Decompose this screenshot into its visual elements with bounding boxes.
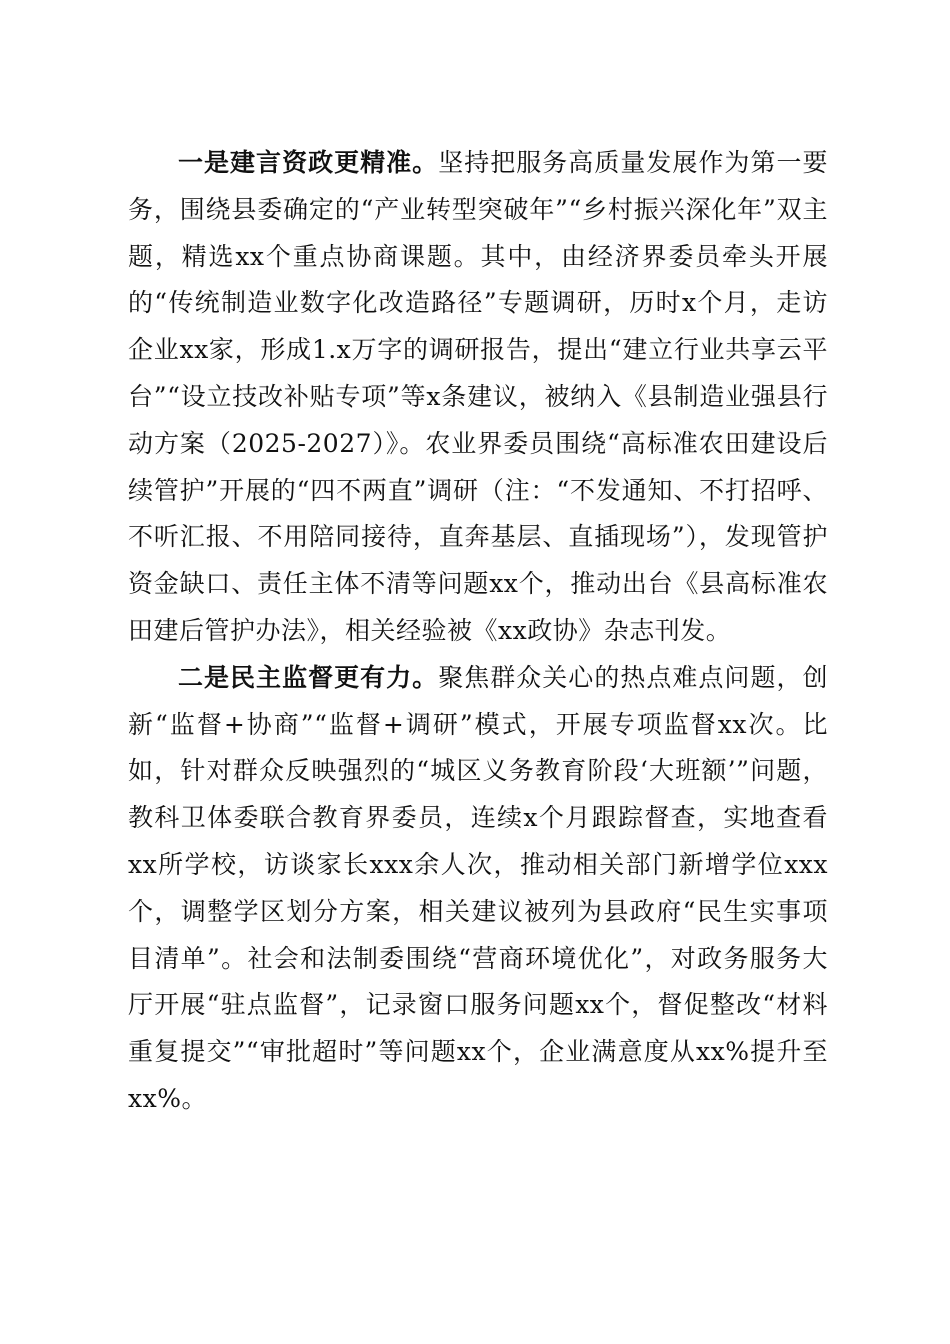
paragraph-2-lead: 二是民主监督更有力。	[178, 662, 439, 692]
paragraph-2-body: 聚焦群众关心的热点难点问题，创新“监督+协商”“监督+调研”模式，开展专项监督xx次。比如，针对群众反映强烈的“城区义务教育阶段‘大班额’”问题，教科卫体委联合教育界委员，连续x个月跟踪督查，实地查看xx所学校，访谈家长xxx余人次，推动相关部门新增学位xxx个，调整学区划分方案，相关建议被列为县政府“民生实事项目清单”。社会和法制委围绕“营商环境优化”，对政务服务大厅开展“驻点监督”，记录窗口服务问题xx个，督促整改“材料重复提交”“审批超时”等问题xx个，企业满意度从xx%提升至xx%。	[128, 662, 828, 1113]
paragraph-2	[128, 655, 828, 1123]
paragraph-1	[128, 140, 828, 655]
paragraph-1-body: 坚持把服务高质量发展作为第一要务，围绕县委确定的“产业转型突破年”“乡村振兴深化年”双主题，精选xx个重点协商课题。其中，由经济界委员牵头开展的“传统制造业数字化改造路径”专题调研，历时x个月，走访企业xx家，形成1.x万字的调研报告，提出“建立行业共享云平台”“设立技改补贴专项”等x条建议，被纳入《县制造业强县行动方案（2025-2027）》。农业界委员围绕“高标准农田建设后续管护”开展的“四不两直”调研（注：“不发通知、不打招呼、不听汇报、不用陪同接待，直奔基层、直插现场”），发现管护资金缺口、责任主体不清等问题xx个，推动出台《县高标准农田建后管护办法》，相关经验被《xx政协》杂志刊发。	[128, 148, 828, 645]
document-body	[128, 140, 828, 1123]
paragraph-1-lead: 一是建言资政更精准。	[178, 148, 439, 177]
